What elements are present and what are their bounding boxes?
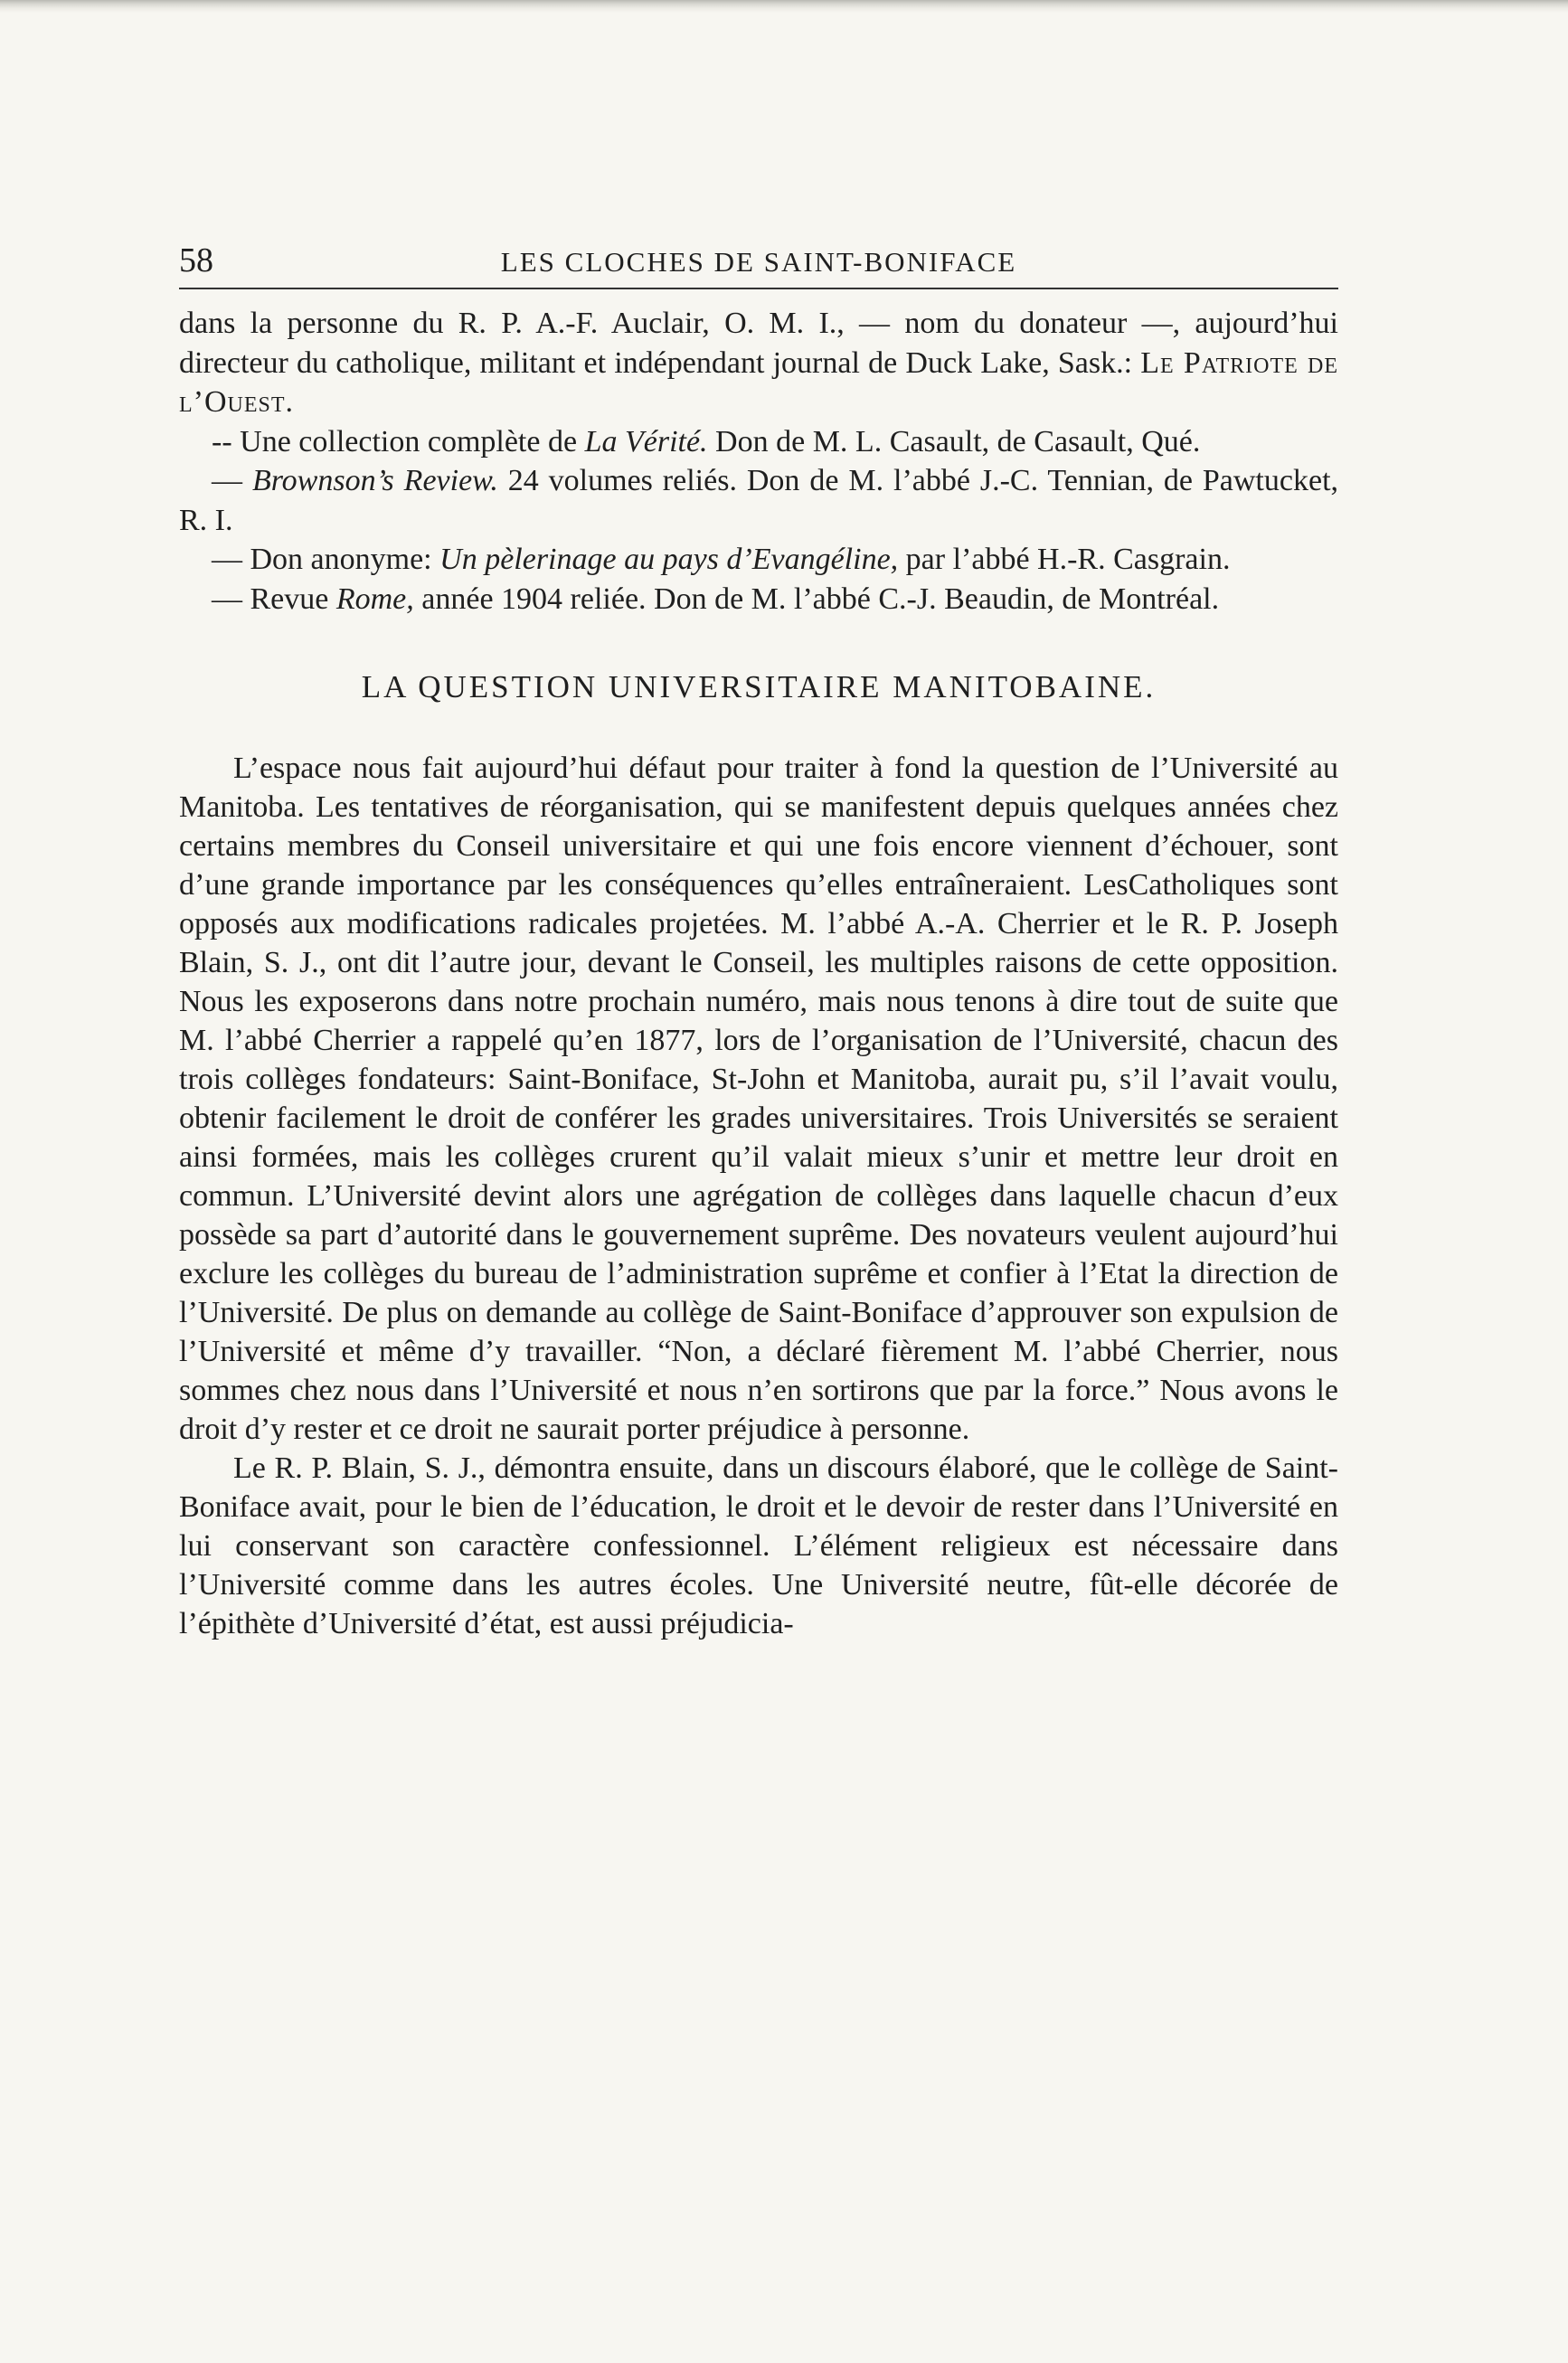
donation-text: dans la personne du R. P. A.-F. Auclair, O. M. I., — nom du donateur —, aujourd’hui directeur du catholique, militant et indépendant journal de Duck Lake, Sask.:: [179, 307, 1338, 380]
donation-entry-anonyme: [179, 540, 1338, 580]
running-head: [179, 241, 1338, 288]
donation-text: -- Une collection complète de: [212, 424, 585, 458]
section-title: LA QUESTION UNIVERSITAIRE MANITOBAINE.: [361, 669, 1157, 704]
donation-entry-tennian: [179, 461, 1338, 540]
book-page: [179, 241, 1338, 1643]
donation-entry-beaudin: [179, 580, 1338, 619]
body-paragraph-2: Le R. P. Blain, S. J., démontra ensuite, dans un discours élaboré, que le collège de Saint-Boniface avait, pour le bien de l’éducation, le droit et le devoir de rester dans l’Université en lui conservant son caractère confessionnel. L’élément religieux est nécessaire dans l’Université comme dans les autres écoles. Une Université neutre, fût-elle décorée de l’épithète d’Université d’état, est aussi préjudicia-: [179, 1451, 1338, 1640]
publication-title: Brownson’s Review.: [251, 464, 498, 497]
donation-text: par l’abbé H.-R. Casgrain.: [898, 543, 1231, 576]
header-rule: [179, 288, 1338, 289]
donation-entry-auclair: [179, 304, 1338, 422]
donation-text: — Don anonyme:: [212, 543, 440, 576]
running-title: LES CLOCHES DE SAINT-BONIFACE: [500, 246, 1017, 278]
page-number: 58: [179, 241, 213, 279]
donation-text: — Revue: [212, 581, 336, 616]
section-body: [179, 749, 1338, 1643]
donation-entry-casault: [179, 422, 1338, 462]
donation-text: année 1904 reliée. Don de M. l’abbé C.-J. Beaudin, de Montréal.: [413, 581, 1220, 616]
publication-title: Un pèlerinage au pays d’Evangéline,: [439, 543, 899, 576]
journal-title: Le Patriote de l’Ouest.: [179, 345, 1338, 419]
scan-edge: [0, 0, 1568, 13]
publication-title: La Vérité.: [584, 424, 708, 458]
donation-text: 24 volumes reliés. Don de M. l’abbé J.-C. Tennian, de Pawtucket, R. I.: [179, 464, 1339, 537]
donation-text: Don de M. L. Casault, de Casault, Qué.: [707, 424, 1201, 458]
body-paragraph-1: L’espace nous fait aujourd’hui défaut pour traiter à fond la question de l’Université au Manitoba. Les tentatives de réorganisation, qui se manifestent depuis quelques années chez certains membres du Conseil universitaire et qui une fois encore viennent d’échouer, sont d’une grande importance par les conséquences qu’elles entraîneraient. LesCatholiques sont opposés aux modifications radicales projetées. M. l’abbé A.-A. Cherrier et le R. P. Joseph Blain, S. J., ont dit l’autre jour, devant le Conseil, les multiples raisons de cette opposition. Nous les exposerons dans notre prochain numéro, mais nous tenons à dire tout de suite que M. l’abbé Cherrier a rappelé qu’en 1877, lors de l’organisation de l’Université, chacun des trois collèges fondateurs: Saint-Boniface, St-John et Manitoba, aurait pu, s’il l’avait voulu, obtenir facilement le droit de conférer les grades universitaires. Trois Universités se seraient ainsi formées, mais les collèges crurent qu’il valait mieux s’unir et mettre leur droit en commun. L’Université devint alors une agrégation de collèges dans laquelle chacun d’eux possède sa part d’autorité dans le gouvernement suprême. Des novateurs veulent aujourd’hui exclure les collèges du bureau de l’administration suprême et confier à l’Etat la direction de l’Université. De plus on demande au collège de Saint-Boniface d’approuver son expulsion de l’Université et même d’y travailler. “Non, a déclaré fièrement M. l’abbé Cherrier, nous sommes chez nous dans l’Université et nous n’en sortirons que par la force.” Nous avons le droit d’y rester et ce droit ne saurait porter préjudice à personne.: [179, 751, 1338, 1446]
publication-title: Rome,: [335, 581, 414, 616]
donation-text: —: [212, 464, 252, 497]
